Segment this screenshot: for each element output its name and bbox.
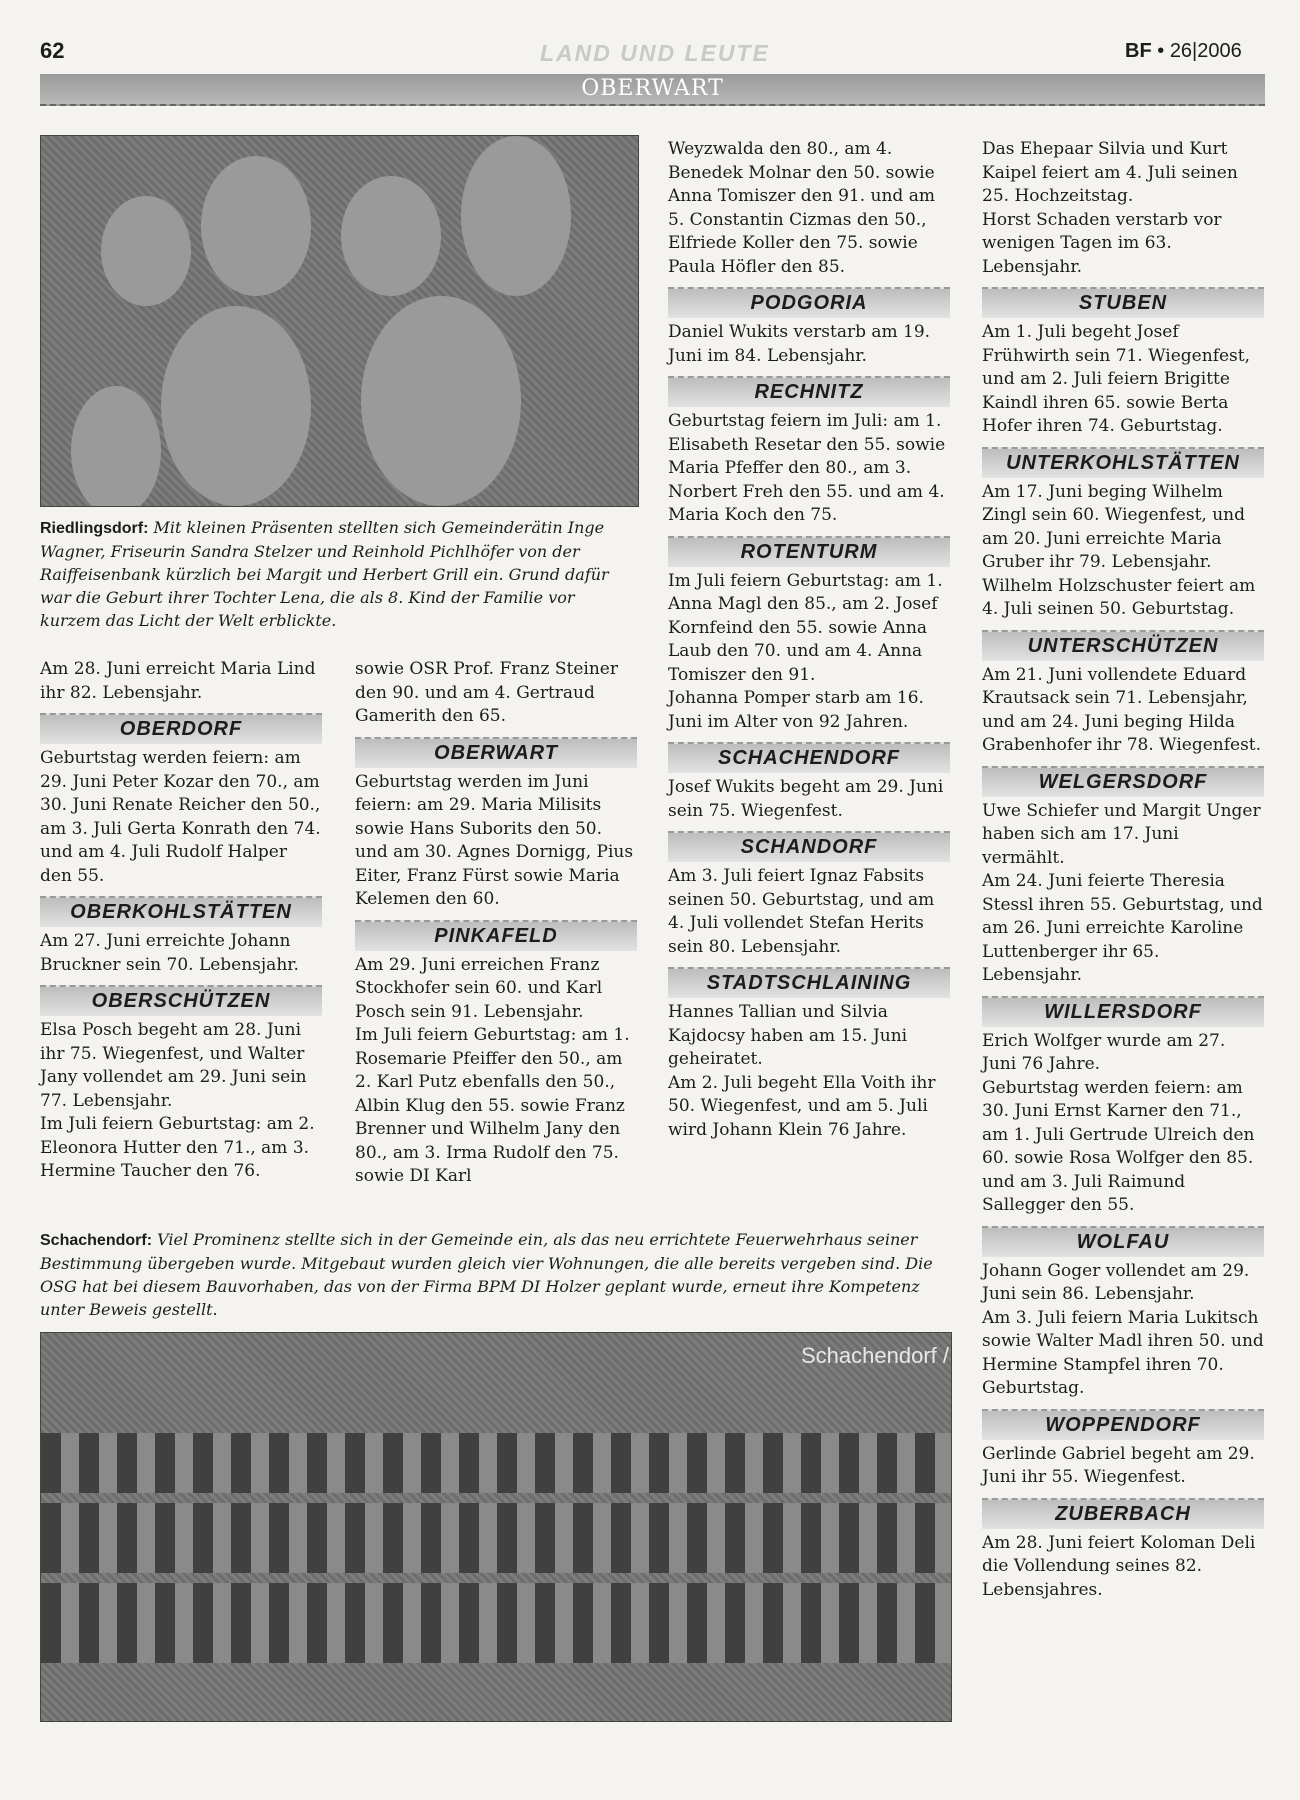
entry-text: Am 28. Juni feiert Koloman Deli die Vollendung seines 82. Lebensjahres. — [982, 1532, 1256, 1600]
entry-text: Am 1. Juli begeht Josef Frühwirth sein 71. Wiegenfest, und am 2. Juli feiern Brigitte Kaindl ihren 65. sowie Berta Hofer ihren 74. Geburtstag. — [982, 322, 1251, 436]
place-heading: WOPPENDORF — [982, 1409, 1264, 1440]
place-heading: OBERWART — [355, 737, 637, 768]
entry-text: Johann Goger vollendet am 29. Juni sein 86. Lebensjahr. — [982, 1260, 1250, 1304]
place-heading: STADTSCHLAINING — [668, 967, 950, 998]
entry-text: Das Ehepaar Silvia und Kurt Kaipel feiert am 4. Juli seinen 25. Hochzeitstag. — [982, 139, 1238, 206]
region-title: OBERWART — [581, 76, 724, 101]
place-heading: SCHACHENDORF — [668, 742, 950, 773]
schachendorf-caption — [40, 1228, 950, 1321]
column-2 — [355, 658, 637, 1189]
column-4 — [982, 138, 1264, 1602]
region-band — [40, 74, 1265, 106]
caption-text: Mit kleinen Präsenten stellten sich Gemeinderätin Inge Wagner, Friseurin Sandra Stelzer und Reinhold Pichlhöfer von der Raiffeisenbank kürzlich bei Margit und Herbert Grill ein. Grund dafür war die Geburt ihrer Tochter Lena, die als 8. Kind der Familie vor kurzem das Licht der Welt erblickte. — [40, 518, 609, 630]
entry-text: Hannes Tallian und Silvia Kajdocsy haben am 15. Juni geheiratet. — [668, 1002, 908, 1069]
entry-text: Josef Wukits begeht am 29. Juni sein 75. Wiegenfest. — [668, 777, 944, 821]
entry-text: Geburtstag werden im Juni feiern: am 29. Maria Milisits sowie Hans Suborits den 50. und am 30. Agnes Dornigg, Pius Eiter, Franz Fürst sowie Maria Kelemen den 60. — [355, 771, 634, 909]
entry-text: Am 21. Juni vollendete Eduard Krautsack sein 71. Lebensjahr, und am 24. Juni beging Hilda Grabenhofer ihr 78. Wiegenfest. — [982, 664, 1262, 755]
section-title: LAND UND LEUTE — [540, 40, 770, 66]
entry-text: Johanna Pomper starb am 16. Juni im Alter von 92 Jahren. — [668, 688, 924, 732]
entry-text: Am 29. Juni erreichen Franz Stockhofer sein 60. und Karl Posch sein 91. Lebensjahr. — [355, 954, 603, 1022]
place-heading: OBERKOHLSTÄTTEN — [40, 896, 322, 927]
place-heading: ZUBERBACH — [982, 1498, 1264, 1529]
entry-text: Im Juli feiern Geburtstag: am 1. Rosemarie Pfeiffer den 50., am 2. Karl Putz ebenfalls den 50., Albin Klug den 55. sowie Franz Brenner und Wilhelm Jany den 80., am 3. Irma Rudolf den 75. sowie DI Karl — [355, 1025, 630, 1186]
entry-text: Horst Schaden verstarb vor wenigen Tagen im 63. Lebensjahr. — [982, 209, 1222, 277]
entry-text: Wilhelm Holzschuster feiert am 4. Juli seinen 50. Geburtstag. — [982, 575, 1256, 619]
entry-text: Weyzwalda den 80., am 4. Benedek Molnar den 50. sowie Anna Tomiszer den 91. und am 5. Constantin Cizmas den 50., Elfriede Koller den 75. sowie Paula Höfler den 85. — [668, 139, 935, 277]
entry-text: sowie OSR Prof. Franz Steiner den 90. und am 4. Gertraud Gamerith den 65. — [355, 659, 618, 726]
place-heading: PODGORIA — [668, 287, 950, 318]
place-heading: PINKAFELD — [355, 920, 637, 951]
entry-text: Am 3. Juli feiern Maria Lukitsch sowie Walter Madl ihren 50. und Hermine Stampfel ihren 70. Geburtstag. — [982, 1307, 1264, 1398]
caption-label: Riedlingsdorf: — [40, 520, 149, 537]
place-heading: UNTERKOHLSTÄTTEN — [982, 447, 1264, 478]
place-heading: WILLERSDORF — [982, 996, 1264, 1027]
entry-text: Geburtstag feiern im Juli: am 1. Elisabeth Resetar den 55. sowie Maria Pfeffer den 80., am 3. Norbert Freh den 55. und am 4. Maria Koch den 75. — [668, 411, 946, 525]
entry-text: Geburtstag werden feiern: am 29. Juni Peter Kozar den 70., am 30. Juni Renate Reicher den 50., am 3. Juli Gerta Konrath den 74. und am 4. Juli Rudolf Halper den 55. — [40, 748, 321, 886]
entry-text: Geburtstag werden feiern: am 30. Juni Ernst Karner den 71., am 1. Juli Gertrude Ulreich den 60. sowie Rosa Wolfger den 85. und am 3. Juli Raimund Sallegger den 55. — [982, 1077, 1255, 1215]
issue-info — [1125, 40, 1242, 63]
page-number: 62 — [40, 38, 65, 63]
entry-text: Am 17. Juni beging Wilhelm Zingl sein 60. Wiegenfest, und am 20. Juni erreichte Maria Gruber ihr 79. Lebensjahr. — [982, 481, 1245, 572]
entry-text: Im Juli feiern Geburtstag: am 1. Anna Magl den 85., am 2. Josef Kornfeind den 55. sowie Anna Laub den 70. und am 4. Anna Tomiszer den 91. — [668, 570, 943, 685]
entry-text: Gerlinde Gabriel begeht am 29. Juni ihr 55. Wiegenfest. — [982, 1443, 1255, 1487]
issue-brand: BF — [1125, 40, 1152, 62]
entry-text: Am 27. Juni erreichte Johann Bruckner sein 70. Lebensjahr. — [40, 931, 299, 975]
place-heading: WOLFAU — [982, 1226, 1264, 1257]
column-1 — [40, 658, 322, 1184]
entry-text: Uwe Schiefer und Margit Unger haben sich am 17. Juni vermählt. — [982, 800, 1261, 868]
issue-date: 26|2006 — [1169, 40, 1242, 62]
place-heading: STUBEN — [982, 287, 1264, 318]
fire-station-group-photo — [40, 1332, 952, 1722]
place-heading: UNTERSCHÜTZEN — [982, 630, 1264, 661]
building-sign: Schachendorf / — [801, 1343, 949, 1368]
entry-text: Am 28. Juni erreicht Maria Lind ihr 82. Lebensjahr. — [40, 659, 316, 703]
entry-text: Am 2. Juli begeht Ella Voith ihr 50. Wiegenfest, und am 5. Juli wird Johann Klein 76 Jahre. — [668, 1072, 936, 1140]
place-heading: RECHNITZ — [668, 376, 950, 407]
place-heading: ROTENTURM — [668, 536, 950, 567]
entry-text: Erich Wolfger wurde am 27. Juni 76 Jahre. — [982, 1030, 1226, 1074]
entry-text: Elsa Posch begeht am 28. Juni ihr 75. Wiegenfest, und Walter Jany vollendet am 29. Juni sein 77. Lebensjahr. — [40, 1020, 307, 1111]
entry-text: Am 24. Juni feierte Theresia Stessl ihren 55. Geburtstag, und am 26. Juni erreichte Karoline Luttenberger ihr 65. Lebensjahr. — [982, 871, 1263, 985]
place-heading: OBERSCHÜTZEN — [40, 985, 322, 1016]
place-heading: SCHANDORF — [668, 831, 950, 862]
caption-text: Viel Prominenz stellte sich in der Gemeinde ein, als das neu errichtete Feuerwehrhaus seiner Bestimmung übergeben wurde. Mitgebaut wurden gleich vier Wohnungen, die alle bereits vergeben sind. Die OSG hat bei diesem Bauvorhaben, das von der Firma BPM DI Holzer geplant wurde, erneut ihre Kompetenz unter Beweis gestellt. — [40, 1230, 933, 1319]
place-heading: WELGERSDORF — [982, 766, 1264, 797]
riedlingsdorf-caption — [40, 516, 637, 632]
entry-text: Im Juli feiern Geburtstag: am 2. Eleonora Hutter den 71., am 3. Hermine Taucher den 76. — [40, 1114, 315, 1181]
column-3 — [668, 138, 950, 1142]
family-photo — [40, 135, 639, 507]
entry-text: Am 3. Juli feiert Ignaz Fabsits seinen 50. Geburtstag, und am 4. Juli vollendet Stefan Herits sein 80. Lebensjahr. — [668, 866, 935, 957]
issue-separator: • — [1157, 40, 1165, 62]
entry-text: Daniel Wukits verstarb am 19. Juni im 84. Lebensjahr. — [668, 322, 931, 366]
caption-label: Schachendorf: — [40, 1232, 153, 1249]
place-heading: OBERDORF — [40, 713, 322, 744]
